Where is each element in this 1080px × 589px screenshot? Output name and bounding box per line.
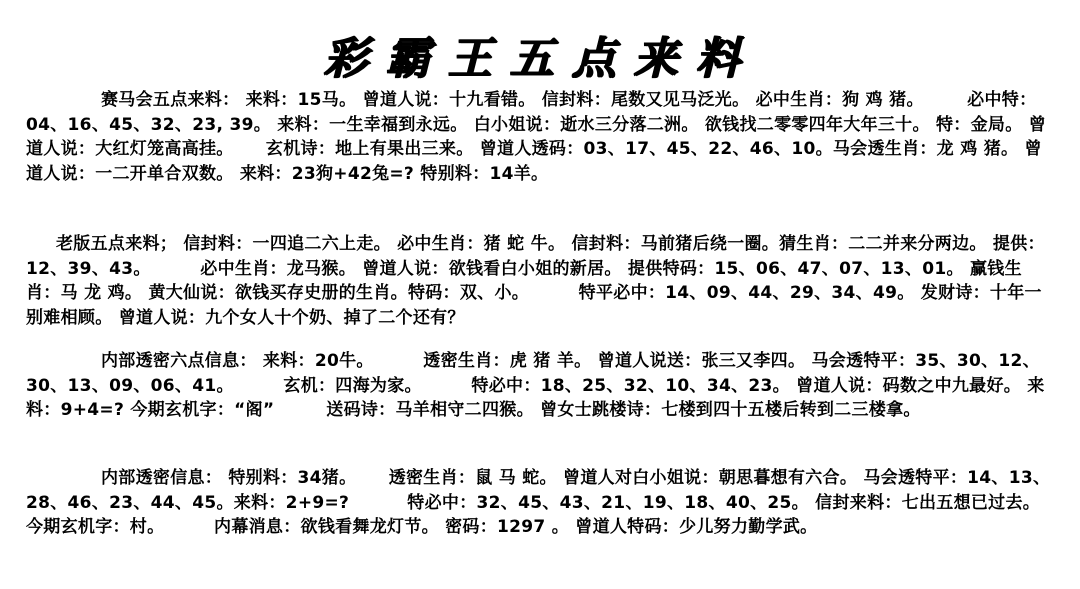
paragraph-neibu-liudian: 内部透密六点信息： 来料：20牛。 透密生肖：虎 猪 羊。 曾道人说送：张三又李四。 马会透特平：35、30、12、30、13、09、06、41。 玄机：四海为家。 特必中：18、25、32、10、34、23。 曾道人说：码数之中九最好。 来料：9+4=? 今期玄机字：“阁” 送码诗：马羊相守二四猴。 曾女士跳楼诗：七楼到四十五楼后转到二三楼拿。 [26, 351, 1045, 420]
paragraph-neibu-toumi: 内部透密信息： 特别料：34猪。 透密生肖：鼠 马 蛇。 曾道人对白小姐说：朝思暮想有六合。 马会透特平：14、13、28、46、23、44、45。来料：2+9=? 特必中：32、45、43、21、19、18、40、25。 信封来料：七出五想已过去。 今期玄机字：村。 内幕消息：欲钱看舞龙灯节。 密码：1297 。 曾道人特码：少儿努力勤学武。 [26, 468, 1051, 537]
paragraph-laoban-wudian: 老版五点来料； 信封料：一四追二六上走。 必中生肖：猪 蛇 牛。 信封料：马前猪后绕一圈。猜生肖：二二并来分两边。 提供：12、39、43。 必中生肖：龙马猴。 曾道人说：欲钱看白小姐的新居。 提供特码：15、06、47、07、13、01。 赢钱生肖：马 龙 鸡。 黄大仙说：欲钱买存史册的生肖。特码：双、小。 特平必中：14、09、44、29、34、49。 发财诗：十年一别难相顾。 曾道人说：九个女人十个奶、掉了二个还有？ [26, 234, 1045, 328]
paragraph-wuidian-laoliao: 赛马会五点来料： 来料：15马。 曾道人说：十九看错。 信封料：尾数又见马泛光。 必中生肖：狗 鸡 猪。 必中特：04、16、45、32、23, 39。 来料：一生幸福到永远。 白小姐说：逝水三分落二洲。 欲钱找二零零四年大年三十。 特：金局。 曾道人说：大红灯笼高高挂。 玄机诗：地上有果出三来。 曾道人透码：03、17、45、22、46、10。马会透生肖：龙 鸡 猪。 曾道人说：一二开单合双数。 来料：23狗+42兔=? 特别料：14羊。 [26, 90, 1047, 184]
page-title: 彩霸王五点来料 [323, 33, 757, 84]
